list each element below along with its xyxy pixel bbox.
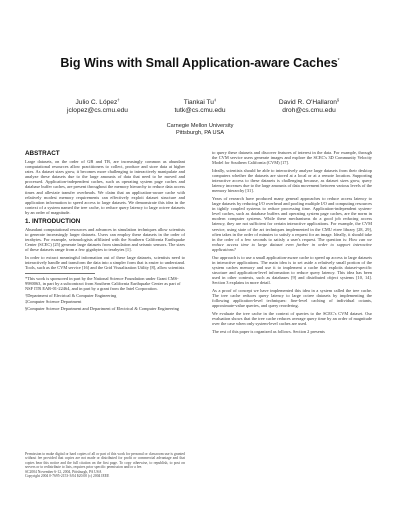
body-paragraph: The rest of this paper is organized as follows. Section 2 presents (212, 328, 325, 334)
intro-paragraph: Abundant computational resources and advances in simulation techniques allow scientists to generate increasingly larger datasets. Users can employ these datasets in the order of terabytes. For example, seismologists affiliated with the Southern California Earthquake Center (SCEC) [25] generate large datasets from simulation and seismic sensors. The sizes of these datasets range from a few gigabytes to terabytes [1]. (25, 226, 185, 252)
body-paragraph: We evaluate the tree cache in the context of queries to the SCEC's CVM dataset. Our evaluation shows that the tree cache reduces average query time by an order of magnitude over the case when only system-level caches are used. (212, 310, 372, 326)
intro-paragraph: In order to extract meaningful information out of these large datasets, scientists need to interactively handle and transform the data into a simpler form that is easier to understand. Tools, such as the CVM service [16] and the Grid Visualization Utility [8], allow scientists (25, 254, 185, 270)
author-block (255, 96, 363, 115)
paper-title-text: Big Wins with Small Application-aware Caches (60, 56, 338, 70)
body-paragraph: Ideally, scientists should be able to interactively analyze large datasets from their desktop computers whether the datasets are stored at a local or at a remote location. Supporting interactive access to these datasets is challenging because, as dataset sizes grow, query latency increases due to the large amounts of data movement between various levels of the memory hierarchy [31]. (212, 167, 372, 194)
affiliation: Carnegie Mellon University Pittsburgh, PA USA (166, 123, 234, 136)
author-email: jclopez@cs.cmu.edu (67, 107, 128, 115)
title-footnote-mark: * (337, 57, 340, 64)
author-email: droh@cs.cmu.edu (282, 107, 336, 115)
footnote: §Computer Science Department and Department of Electrical & Computer Engineering (25, 305, 179, 311)
body-paragraph: Years of research have produced many general approaches to reduce access latency to large datasets by reducing I/O overhead and pooling multiple I/O and computing resources in tightly coupled systems to reduce processing time. Application-independent system-level caches, such as database buffers and operating system page caches, are the norm in modern computer systems. While these mechanisms do a good job reducing access latency, they are not sufficient for certain interactive applications. For example, the CVM service, using state of the art techniques implemented in the CMU etree library [28, 29], often takes in the order of minutes to satisfy a request for an image. Ideally, it should take in the order of a few seconds to satisfy a user's request. The question is: How can we reduce access time to large dataset even further in order to support interactive applications? (212, 195, 372, 252)
right-column (212, 150, 372, 336)
author-name: Tiankai Tu‡ (183, 97, 217, 107)
footnote: *This work is sponsored in part by the National Science Foundation under Grant CMS-9980063, in part by a subcontract from Southern California Earthquake Center as part of NSF ITR EAR-01-22464, and in part by a grant from the Intel Corporation. (25, 275, 181, 292)
research-question: How can we reduce access time to large dataset even further in order to support interactive applications? (212, 236, 372, 252)
body-paragraph: Our approach is to use a small application-aware cache to speed up access to large datasets in interactive applications. The main idea is to set aside a relatively small portion of the system caches memory and use it to implement a cache that exploits dataset-specific structure and application-level information to reduce query latency. This idea has been used in other contexts, such as databases [9] and distributed object systems [10, 14]. Section 3 explains in more detail. (212, 254, 372, 286)
author-name: Julio C. López† (75, 97, 120, 107)
author-name: David R. O'Hallaron§ (278, 97, 340, 107)
body-paragraph: As a proof of concept we have implemented this idea in a system called the tree cache. The tree cache reduces query latency to large octree datasets by implementing the following application-level techniques: fine-level caching of individual octants, approximate-value queries, and query reordering. (212, 287, 372, 308)
footnote-divider (25, 273, 95, 274)
paper-title (0, 56, 400, 70)
author-email: tutk@cs.cmu.edu (174, 107, 226, 115)
author-block (158, 96, 242, 115)
abstract-heading: ABSTRACT (25, 150, 60, 157)
footnote: ‡Computer Science Department (25, 299, 82, 305)
body-paragraph: to query these datasets and discover features of interest in the data. For example, through the CVM service users generate images and explore the SCEC's 3D Community Velocity Model for Southern California (CVM) [17]. (212, 150, 372, 166)
intro-heading: 1. INTRODUCTION (25, 217, 81, 225)
abstract-text: Large datasets, on the order of GB and TB, are increasingly common as abundant computational resources allow practitioners to collect, produce and store data at higher rates. As dataset sizes grow, it becomes more challenging to interactively manipulate and analyze these datasets due to the large amounts of data that need to be moved and processed. Application-independent caches, such as operating system page caches and database buffer caches, are present throughout the memory hierarchy to reduce data access times and alleviate transfer overheads. We claim that an application-aware cache with relatively modest memory requirements can effectively exploit dataset structure and application information to speed access to large datasets. We demonstrate this idea in the context of a system named the tree cache, to reduce query latency to large octree datasets by an order of magnitude. (25, 159, 185, 215)
permission-notice: Permission to make digital or hard copies of all or part of this work for personal or classroom use is granted without fee provided that copies are not made or distributed for profit or commercial advantage and that copies bear this notice and the full citation on the first page. To copy otherwise, to republish, to post on servers or to redistribute to lists, requires prior specific permission and/or a fee. SC2004 November 6-12, 2004, Pittsburgh, PA USA Copyright 2004 0-7695-2153-3/04 $20.00 (c) 2004 IEEE (25, 452, 185, 479)
author-block (50, 96, 145, 115)
left-column (25, 150, 185, 313)
footnote: †Department of Electrical & Computer Engineering (25, 292, 117, 298)
